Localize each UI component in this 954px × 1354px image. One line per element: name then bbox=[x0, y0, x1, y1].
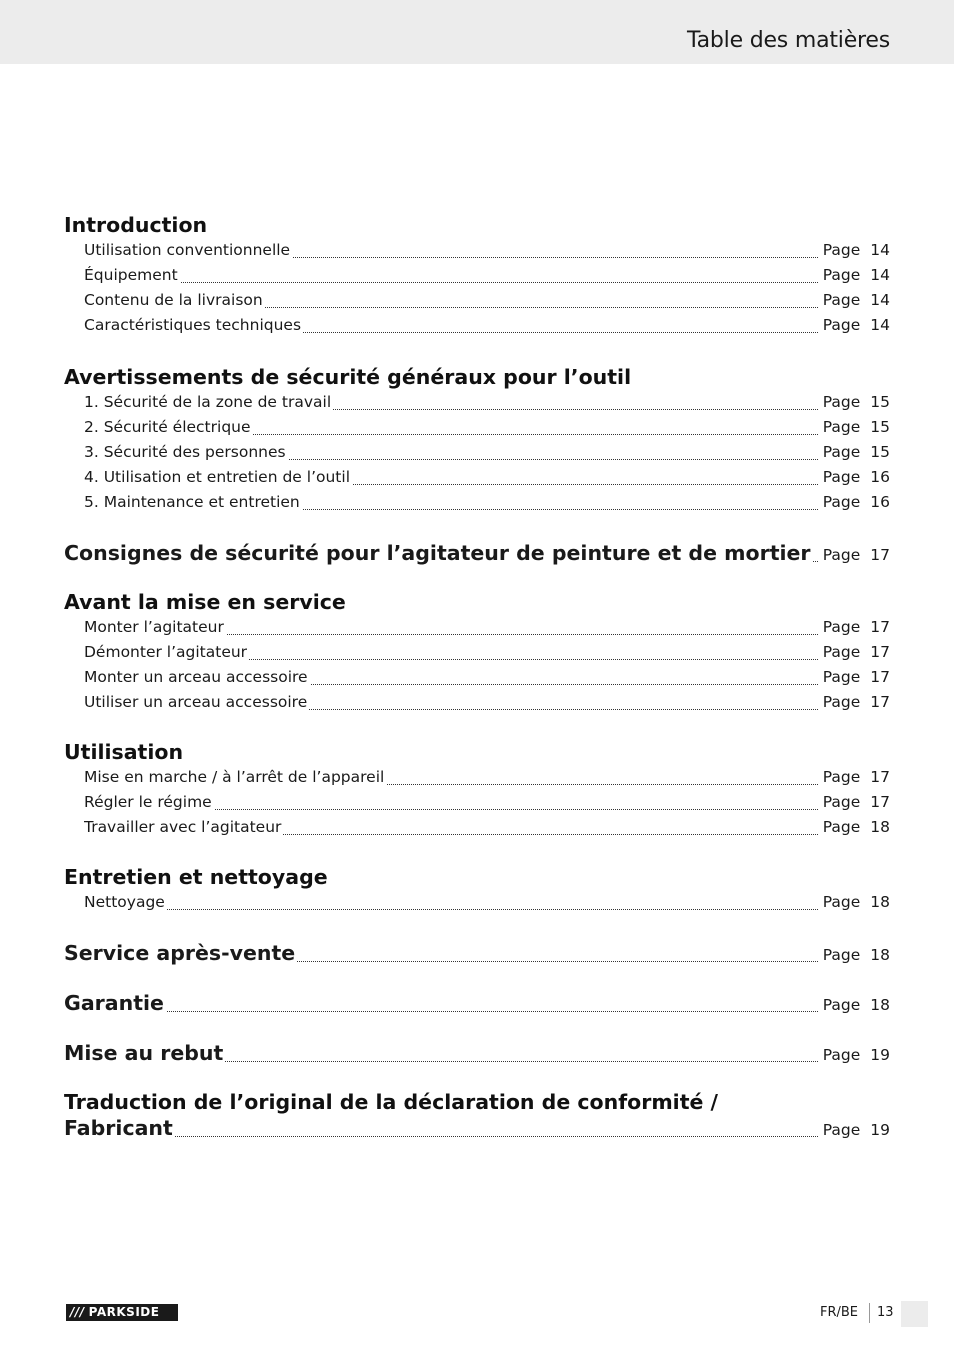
toc-entry[interactable] bbox=[84, 313, 890, 338]
toc-section-garantie bbox=[64, 990, 890, 1017]
page-word: Page bbox=[822, 818, 861, 836]
page-number: 17 bbox=[870, 618, 890, 636]
entry-page bbox=[818, 313, 890, 338]
entry-label: Utiliser un arceau accessoire bbox=[84, 690, 309, 715]
page-word: Page bbox=[822, 493, 861, 511]
entry-page bbox=[818, 640, 890, 665]
toc-section-mise-au-rebut bbox=[64, 1040, 890, 1067]
toc-section-utilisation bbox=[64, 740, 890, 840]
page-word: Page bbox=[822, 618, 861, 636]
page-word: Page bbox=[822, 893, 861, 911]
page-word: Page bbox=[822, 996, 861, 1014]
page-word: Page bbox=[822, 393, 861, 411]
page-number: 14 bbox=[870, 241, 890, 259]
toc-entry[interactable] bbox=[84, 765, 890, 790]
entry-label: 4. Utilisation et entretien de l’outil bbox=[84, 465, 352, 490]
page-word: Page bbox=[822, 418, 861, 436]
entry-page bbox=[818, 1040, 890, 1067]
section-title: Consignes de sécurité pour l’agitateur de peinture et de mortier bbox=[64, 541, 811, 565]
entry-page bbox=[818, 390, 890, 415]
page-number: 14 bbox=[870, 266, 890, 284]
toc-entry[interactable] bbox=[84, 665, 890, 690]
page-number: 15 bbox=[870, 393, 890, 411]
entry-page bbox=[818, 490, 890, 515]
entry-label: Monter un arceau accessoire bbox=[84, 665, 310, 690]
toc-section-avertissements bbox=[64, 365, 890, 515]
entry-label: 3. Sécurité des personnes bbox=[84, 440, 288, 465]
entry-label: Nettoyage bbox=[84, 890, 167, 915]
section-title: Mise au rebut bbox=[64, 1041, 224, 1065]
entry-page bbox=[818, 540, 890, 567]
entry-page bbox=[818, 1115, 890, 1142]
page-number: 18 bbox=[870, 996, 890, 1014]
page-word: Page bbox=[822, 668, 861, 686]
dot-leader bbox=[84, 282, 818, 283]
toc-section-service-apres-vente bbox=[64, 940, 890, 967]
entry-label: Monter l’agitateur bbox=[84, 615, 226, 640]
toc-section-entretien bbox=[64, 865, 890, 915]
toc-section-introduction bbox=[64, 213, 890, 338]
page-number: 18 bbox=[870, 893, 890, 911]
page-word: Page bbox=[822, 546, 861, 564]
toc-entry[interactable] bbox=[84, 640, 890, 665]
page-number: 18 bbox=[870, 818, 890, 836]
page-word: Page bbox=[822, 1046, 861, 1064]
entry-page bbox=[818, 665, 890, 690]
entry-label: 5. Maintenance et entretien bbox=[84, 490, 302, 515]
section-title: Avertissements de sécurité généraux pour l’outil bbox=[64, 365, 632, 389]
page-number: 19 bbox=[870, 1046, 890, 1064]
page-number: 17 bbox=[870, 668, 890, 686]
parkside-logo bbox=[66, 1304, 178, 1321]
entry-page bbox=[818, 288, 890, 313]
page-number: 15 bbox=[870, 443, 890, 461]
page-number: 14 bbox=[870, 316, 890, 334]
toc-entry[interactable] bbox=[84, 288, 890, 313]
toc-entry[interactable] bbox=[84, 390, 890, 415]
entry-page bbox=[818, 615, 890, 640]
page-word: Page bbox=[822, 443, 861, 461]
page-word: Page bbox=[822, 793, 861, 811]
page-word: Page bbox=[822, 291, 861, 309]
entry-page bbox=[818, 990, 890, 1017]
toc-entry[interactable] bbox=[84, 790, 890, 815]
entry-label: Contenu de la livraison bbox=[84, 288, 265, 313]
toc-entry[interactable] bbox=[84, 490, 890, 515]
entry-label: Équipement bbox=[84, 263, 180, 288]
dot-leader bbox=[64, 1011, 818, 1012]
footer-language: FR/BE bbox=[820, 1305, 859, 1320]
header-bar bbox=[0, 0, 954, 64]
toc-entry[interactable] bbox=[84, 415, 890, 440]
entry-page bbox=[818, 238, 890, 263]
entry-label: Utilisation conventionnelle bbox=[84, 238, 292, 263]
entry-page bbox=[818, 415, 890, 440]
toc-entry[interactable] bbox=[64, 540, 890, 567]
page-title: Table des matières bbox=[687, 28, 890, 53]
footer-page-number: 13 bbox=[877, 1305, 894, 1320]
toc-entry[interactable] bbox=[64, 990, 890, 1017]
toc-entry[interactable] bbox=[64, 1040, 890, 1067]
entry-label: Travailler avec l’agitateur bbox=[84, 815, 283, 840]
page-word: Page bbox=[822, 768, 861, 786]
entry-page bbox=[818, 440, 890, 465]
dot-leader bbox=[84, 909, 818, 910]
toc-entry[interactable] bbox=[84, 440, 890, 465]
toc-section-declaration-conformite bbox=[64, 1090, 890, 1142]
entry-label: Mise en marche / à l’arrêt de l’appareil bbox=[84, 765, 386, 790]
page-number: 15 bbox=[870, 418, 890, 436]
toc-entry[interactable] bbox=[84, 238, 890, 263]
page-number: 16 bbox=[870, 493, 890, 511]
section-title: Garantie bbox=[64, 991, 164, 1015]
page-number: 16 bbox=[870, 468, 890, 486]
section-title: Introduction bbox=[64, 213, 208, 237]
entry-page bbox=[818, 765, 890, 790]
logo-slashes: /// bbox=[70, 1305, 85, 1319]
page-word: Page bbox=[822, 316, 861, 334]
section-title: Avant la mise en service bbox=[64, 590, 346, 614]
toc-section-avant-mise-en-service bbox=[64, 590, 890, 715]
dot-leader bbox=[64, 1136, 818, 1137]
entry-page bbox=[818, 940, 890, 967]
section-title: Utilisation bbox=[64, 740, 184, 764]
footer-tab-box bbox=[901, 1301, 928, 1327]
toc-entry[interactable] bbox=[84, 815, 890, 840]
page-word: Page bbox=[822, 693, 861, 711]
page-number: 17 bbox=[870, 693, 890, 711]
entry-page bbox=[818, 465, 890, 490]
toc-entry[interactable] bbox=[84, 890, 890, 915]
entry-page bbox=[818, 790, 890, 815]
entry-page bbox=[818, 263, 890, 288]
toc-entry[interactable] bbox=[84, 615, 890, 640]
page-word: Page bbox=[822, 468, 861, 486]
entry-label: Régler le régime bbox=[84, 790, 214, 815]
entry-label: 2. Sécurité électrique bbox=[84, 415, 253, 440]
toc-entry[interactable] bbox=[64, 1115, 890, 1142]
page-number: 17 bbox=[870, 643, 890, 661]
footer-divider bbox=[869, 1303, 870, 1323]
page-number: 19 bbox=[870, 1121, 890, 1139]
toc-entry[interactable] bbox=[64, 940, 890, 967]
entry-page bbox=[818, 815, 890, 840]
logo-text: PARKSIDE bbox=[88, 1305, 160, 1319]
toc-entry[interactable] bbox=[84, 690, 890, 715]
page-word: Page bbox=[822, 1121, 861, 1139]
entry-label: 1. Sécurité de la zone de travail bbox=[84, 390, 333, 415]
section-title: Traduction de l’original de la déclaration de conformité / bbox=[64, 1090, 719, 1114]
section-title-line2: Fabricant bbox=[64, 1116, 173, 1140]
toc-entry[interactable] bbox=[84, 465, 890, 490]
entry-page bbox=[818, 890, 890, 915]
page-word: Page bbox=[822, 946, 861, 964]
toc-entry[interactable] bbox=[84, 263, 890, 288]
page-number: 17 bbox=[870, 793, 890, 811]
section-title: Entretien et nettoyage bbox=[64, 865, 328, 889]
toc-section-consignes bbox=[64, 540, 890, 567]
page-word: Page bbox=[822, 241, 861, 259]
entry-page bbox=[818, 690, 890, 715]
page-word: Page bbox=[822, 643, 861, 661]
entry-label: Démonter l’agitateur bbox=[84, 640, 249, 665]
page-number: 18 bbox=[870, 946, 890, 964]
page-number: 17 bbox=[870, 546, 890, 564]
page-number: 14 bbox=[870, 291, 890, 309]
page-word: Page bbox=[822, 266, 861, 284]
page-number: 17 bbox=[870, 768, 890, 786]
entry-label: Caractéristiques techniques bbox=[84, 313, 303, 338]
section-title: Service après-vente bbox=[64, 941, 296, 965]
